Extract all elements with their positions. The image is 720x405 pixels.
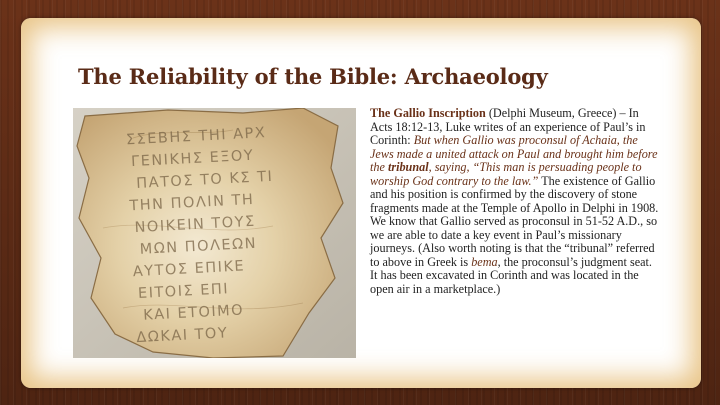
- inscription-line: ΤΗΝ ΠΟΛΙΝ ΤΗ: [129, 191, 255, 215]
- inscription-line: ΜΩΝ ΠΟΛΕΩΝ: [139, 235, 258, 258]
- gallio-heading: The Gallio Inscription: [370, 106, 486, 120]
- inscription-photo: [73, 108, 356, 358]
- inscription-line: ΑΥΤΟΣ ΕΠΙΚΕ: [132, 258, 246, 281]
- gallio-intro: (Delphi Museum, Greece) – In Acts 18:12-13, Luke writes of an experience of Paul’s in Corinth:: [370, 106, 646, 147]
- inscription-line: ΔΩΚΑΙ ΤΟΥ: [135, 325, 229, 347]
- gallio-details: The existence of Gallio and his position is confirmed by the discovery of stone fragments made at the Temple of Apollo in Delphi in 1908. We know that Gallio served as proconsul in 51-52 A.D., so we are able to date a key event in Paul’s missionary journeys. (Also worth noting is that the “tribunal” referred to above in Greek is: [370, 173, 659, 269]
- inscription-line: ΝΟΙΚΕΙΝ ΤΟΥΣ: [134, 213, 257, 237]
- inscription-line: ΚΑΙ ΕΤΟΙΜΟ: [142, 302, 245, 324]
- gallio-details-end: , the proconsul’s judgment seat. It has been excavated in Corinth and was located in the open air in a marketplace.): [370, 254, 652, 296]
- inscription-line: ΓΕΝΙΚΗΣ ΕΞΟΥ: [130, 147, 255, 171]
- gallio-description: [370, 107, 660, 296]
- bema-word: bema: [471, 254, 498, 269]
- slide: [21, 18, 701, 388]
- inscription-line: ΕΙΤΟΙΣ ΕΠΙ: [137, 281, 230, 302]
- acts-quote-1: But when Gallio was proconsul of Achaia, the Jews made a united attack on Paul and brought him before the: [370, 133, 658, 174]
- acts-quote-2: , saying, “This man is persuading people to worship God contrary to the law.”: [370, 160, 642, 188]
- tribunal-word: tribunal: [387, 160, 429, 174]
- slide-title: The Reliability of the Bible: Archaeology: [78, 64, 548, 89]
- inscription-line: ΣΣΕΒΗΣ ΤΗΙ ΑΡΧ: [125, 125, 267, 149]
- inscription-line: ΠΑΤΟΣ ΤΟ ΚΣ ΤΙ: [135, 168, 274, 192]
